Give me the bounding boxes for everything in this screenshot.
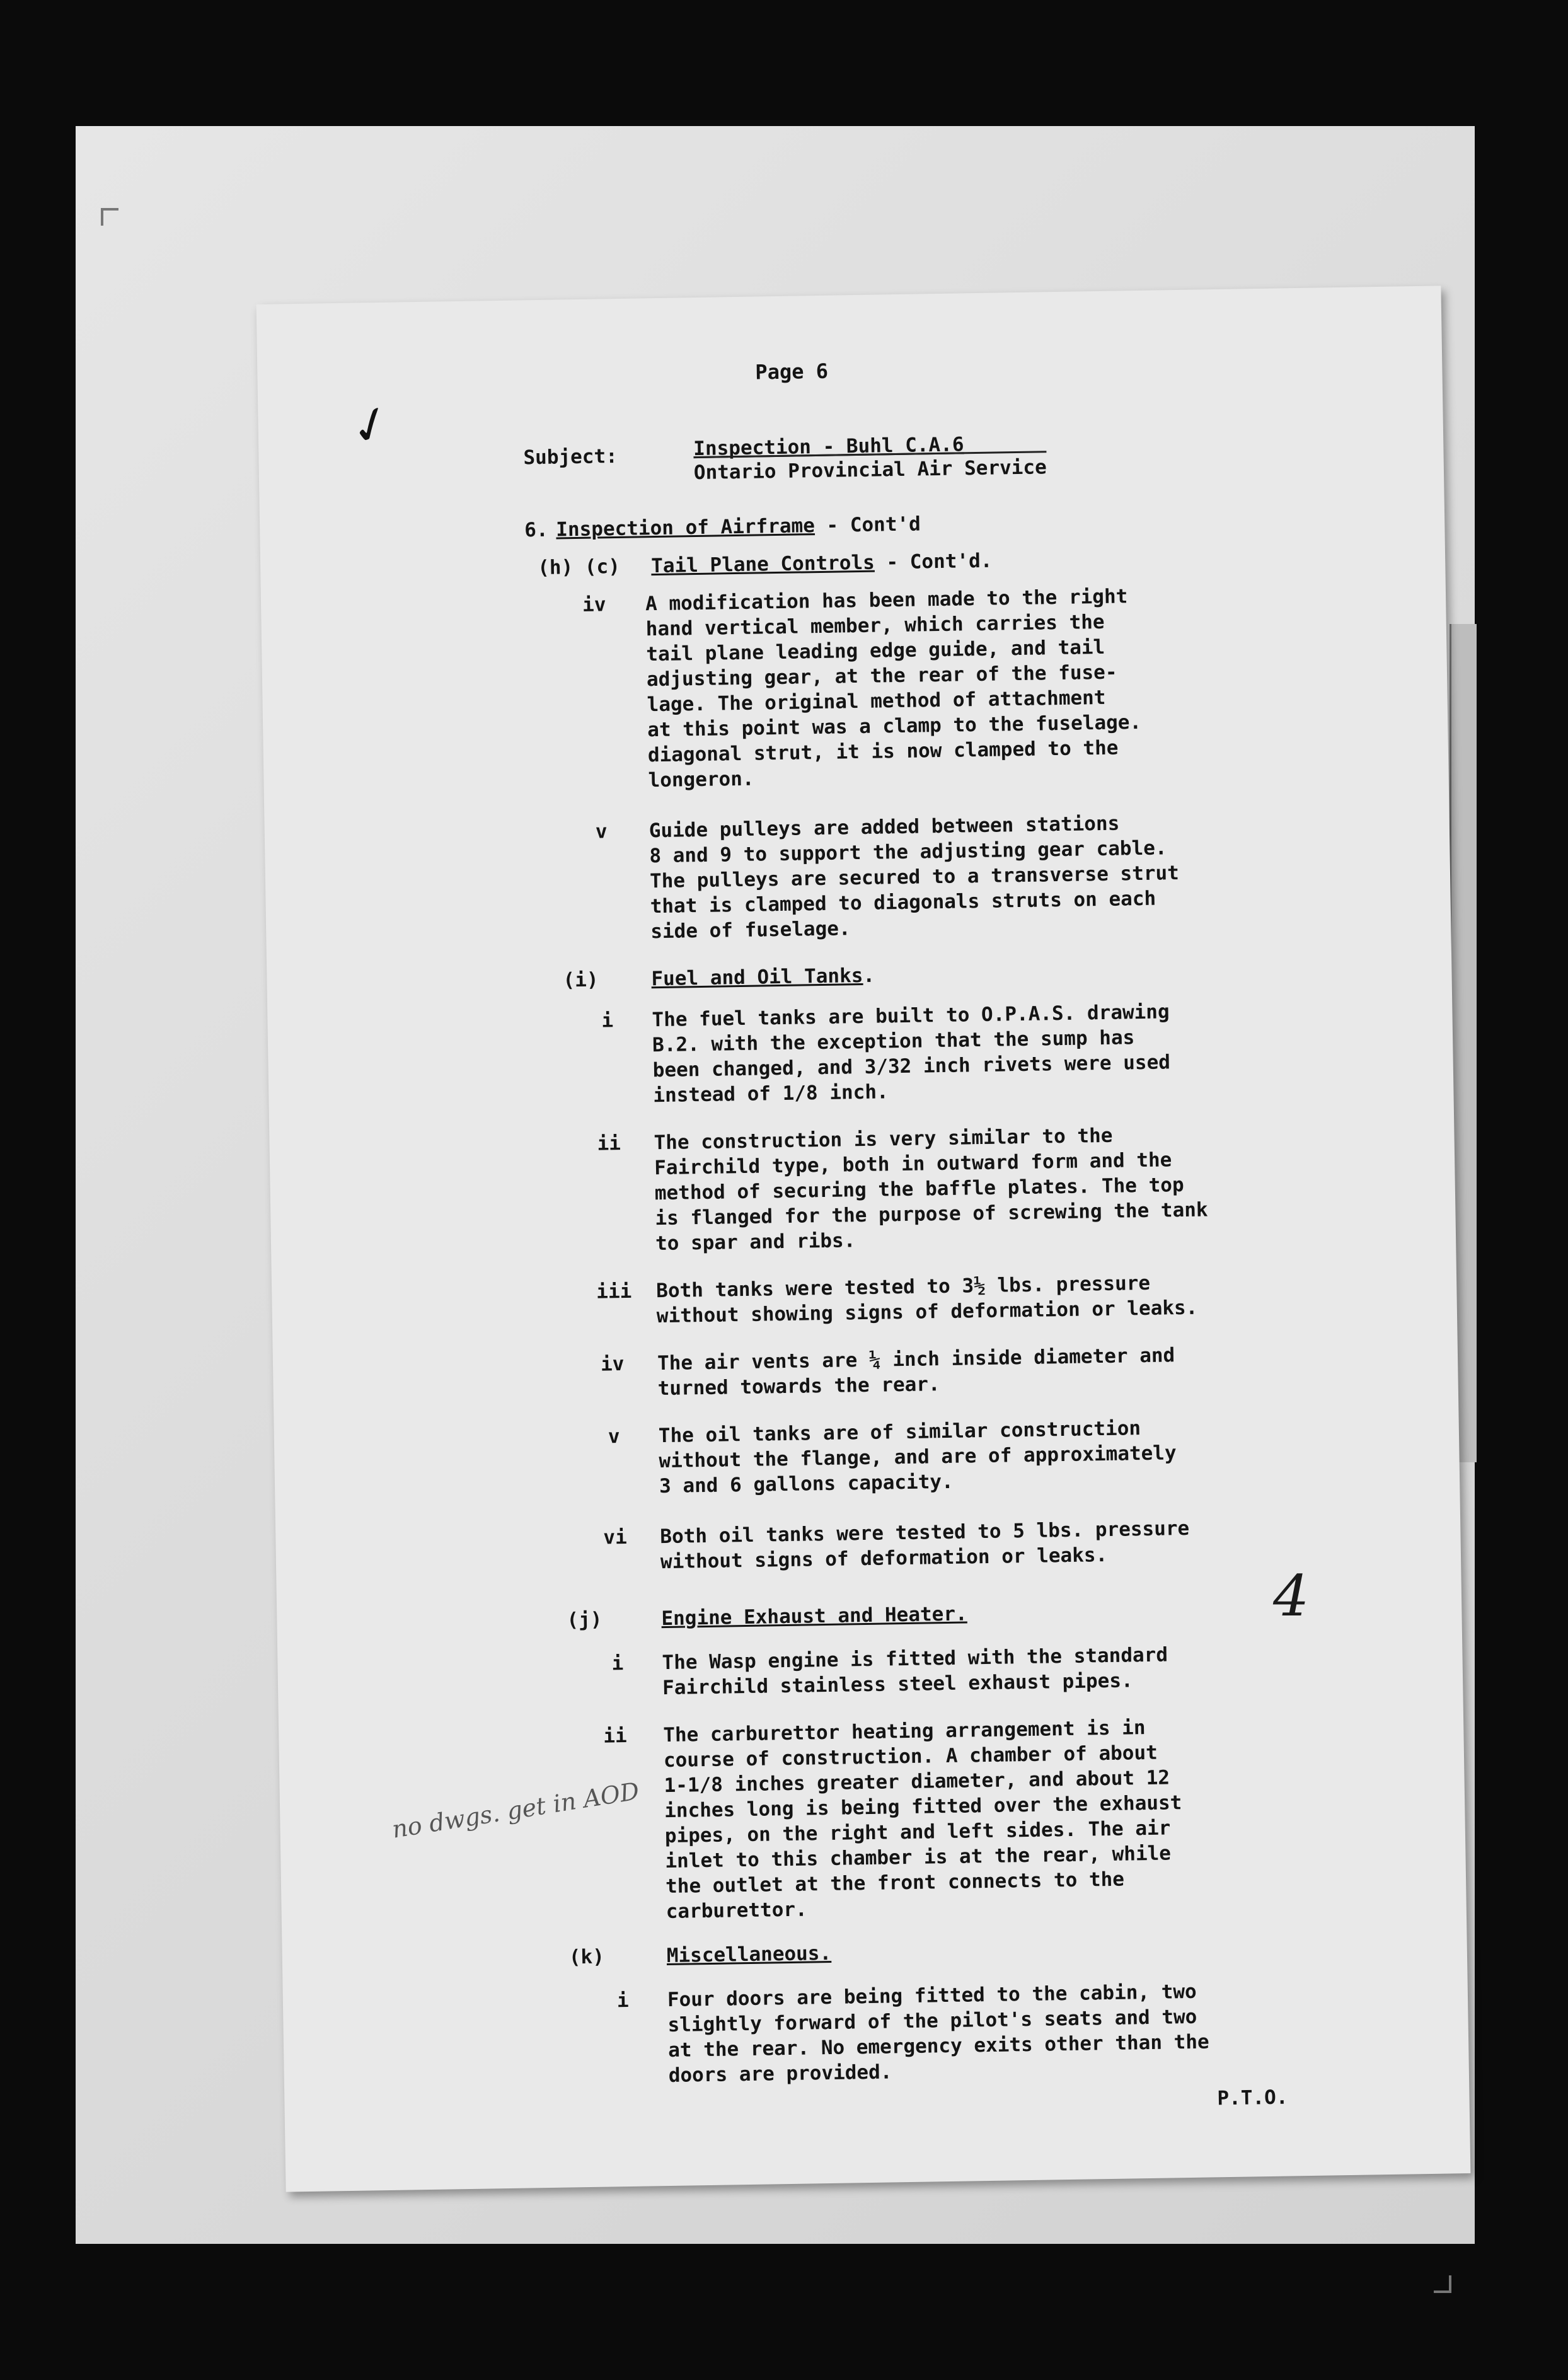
subject-title: Inspection - Buhl C.A.6 (693, 433, 964, 461)
paragraph: The carburettor heating arrangement is in course of construction. A chamber of about 1-1/8 inches greater diameter, and about 12 inches long is being fitted over the exhaust pipes, on the right and left sides. The air inlet to this chamber is at the rear, while the outlet at the front connects to the carburettor. (663, 1716, 1182, 1924)
subsection-h-title: Tail Plane Controls (650, 551, 875, 578)
paragraph: Both tanks were tested to 3½ lbs. pressure without showing signs of deformation or leaks. (655, 1271, 1198, 1328)
subsection-j-label: (j) (567, 1608, 602, 1632)
subsection-k-label: (k) (568, 1945, 605, 1969)
item-label: iv (600, 1352, 625, 1376)
pto-note: P.T.O. (1217, 2086, 1288, 2110)
paragraph: Guide pulleys are added between stations 8 and 9 to support the adjusting gear cable. The pulleys are secured to a transverse strut that is clamped to diagonals struts on each side of fuselage. (649, 812, 1180, 944)
document-page (257, 286, 1471, 2192)
paragraph: Four doors are being fitted to the cabin, two slightly forward of the pilot's seats and two at the rear. No emergency exits other than the doors are provided. (667, 1980, 1209, 2088)
item-label: iv (582, 593, 606, 616)
paragraph: The construction is very similar to the Fairchild type, both in outward form and the method of securing the baffle plates. The top is flanged for the purpose of screwing the tank to spar and ribs. (654, 1124, 1208, 1256)
paragraph: The air vents are ¼ inch inside diameter and turned towards the rear. (657, 1344, 1175, 1401)
crop-mark-top-left (101, 208, 118, 226)
item-label: ii (597, 1132, 621, 1155)
section-number: 6. (524, 518, 548, 542)
item-label: ii (603, 1724, 627, 1748)
subsection-h-heading (651, 548, 993, 579)
subsection-i-suffix: . (863, 964, 875, 987)
document-body (257, 286, 1471, 2192)
subject-subtitle: Ontario Provincial Air Service (693, 456, 1047, 485)
paragraph: The fuel tanks are built to O.P.A.S. drawing B.2. with the exception that the sump has been changed, and 3/32 inch rivets were used instead of 1/8 inch. (652, 1000, 1171, 1107)
item-label: iii (596, 1280, 632, 1303)
section-heading (556, 511, 921, 542)
subsection-h-label: (h) (c) (537, 555, 621, 579)
handwritten-margin-note: 4 (1273, 1563, 1310, 1629)
paragraph: The Wasp engine is fitted with the standard Fairchild stainless steel exhaust pipes. (662, 1643, 1168, 1700)
item-label: i (616, 1989, 629, 2013)
paragraph: A modification has been made to the right hand vertical member, which carries the tail plane leading edge guide, and tail adjusting gear, at the rear of the fuse- lage. The original method of attachment at this point was a clamp to the fuselage. diagonal strut, it is now clamped to the longeron. (645, 585, 1142, 792)
handwritten-tick-mark: ✓ (342, 386, 398, 461)
section-suffix: - Cont'd (814, 512, 921, 538)
crop-mark-bottom-right (1434, 2275, 1451, 2293)
subsection-i-label: (i) (563, 968, 599, 992)
subsection-k-title: Miscellaneous. (666, 1941, 832, 1968)
section-title: Inspection of Airframe (555, 514, 816, 541)
subsection-i-title: Fuel and Oil Tanks (651, 964, 863, 991)
paragraph: Both oil tanks were tested to 5 lbs. pressure without signs of deformation or leaks. (660, 1516, 1190, 1574)
item-label: v (595, 820, 608, 843)
subject-label: Subject: (523, 444, 618, 470)
page-number: Page 6 (755, 359, 829, 384)
item-label: i (601, 1009, 614, 1032)
paragraph: The oil tanks are of similar construction without the flange, and are of approximately 3 and 6 gallons capacity. (658, 1417, 1177, 1498)
item-label: i (611, 1652, 624, 1675)
subsection-i-heading (651, 963, 875, 992)
item-label: vi (603, 1525, 628, 1549)
item-label: v (608, 1425, 620, 1448)
subsection-j-title: Engine Exhaust and Heater. (661, 1602, 967, 1631)
handwritten-pencil-note: no dwgs. get in AOD (389, 1777, 642, 1844)
subsection-h-suffix: - Cont'd. (874, 549, 993, 574)
